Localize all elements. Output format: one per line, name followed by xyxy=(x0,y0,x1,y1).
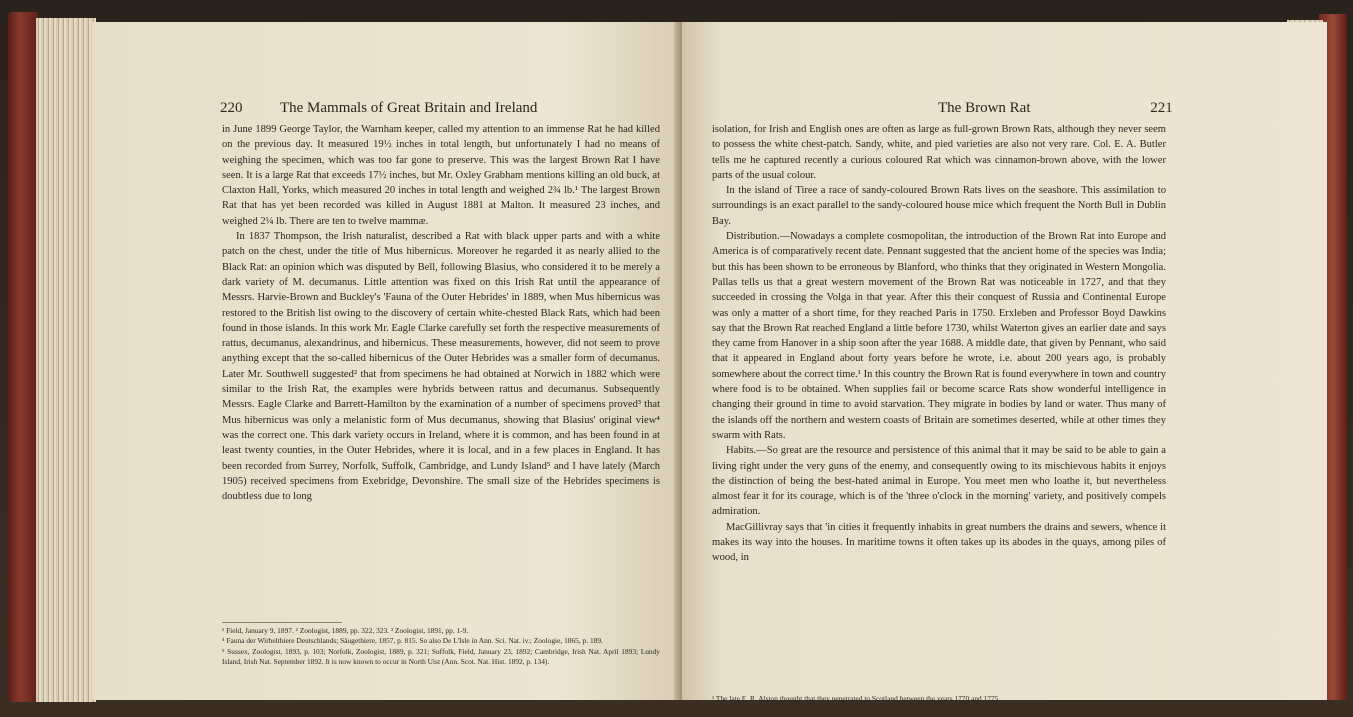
left-page-header xyxy=(220,100,537,117)
footnote: ¹ The late E. R. Alston thought that they penetrated to Scotland between the years 1770 and 1775. xyxy=(712,694,1001,703)
right-body-text xyxy=(712,122,1166,566)
right-page xyxy=(682,22,1327,703)
page-number: 220 xyxy=(220,100,243,116)
right-footnotes xyxy=(712,694,1166,704)
right-page-header xyxy=(938,100,1173,117)
left-footnotes xyxy=(222,622,660,668)
left-page xyxy=(92,22,680,700)
running-head: The Mammals of Great Britain and Ireland xyxy=(279,100,538,116)
paragraph: In the island of Tiree a race of sandy-coloured Brown Rats lives on the seashore. This assimilation to surroundings is an exact parallel to the sandy-coloured house mice which frequent the North Bull in Dublin Bay. xyxy=(712,185,1166,227)
paragraph: Distribution.—Nowadays a complete cosmopolitan, the introduction of the Brown Rat into Europe and America is of comparatively recent date. Pennant suggested that the ancient home of the species was India; but this has been shown to be erroneous by Blanford, who thinks that they originated in Western Mongolia. Pallas tells us that a great western movement of the Brown Rat was noticeable in 1727, and that they succeeded in crossing the Volga in that year. After this their conquest of Russia and Continental Europe was only a matter of a short time, for they reached Paris in 1750. Erxleben and Professor Boyd Dawkins say that the Brown Rat reached England a little before 1730, whilst Waterton gives an earlier date and says they came from Hanover in a ship soon after the year 1688. A middle date, that given by Pennant, who said that it appeared in England about forty years before he wrote, i.e. about 200 years ago, is probably somewhere about the correct time.¹ In this country the Brown Rat is found everywhere in town and country where food is to be obtained. When supplies fail or become scarce Rats show wonderful intelligence in changing their ground in time to avoid starvation. They migrate in bodies by land or water. Thus many of the islands off the northern and western coasts of Britain are sometimes deserted, while at other times they swarm with Rats. xyxy=(712,231,1166,441)
paragraph: MacGillivray says that 'in cities it frequently inhabits in great numbers the drains and sewers, whence it makes its way into the houses. In maritime towns it often takes up its abodes in the quays, among piles of wood, in xyxy=(712,521,1166,564)
footnote: ⁴ Fauna der Wirbelthiere Deutschlands; Säugethiere, 1857, p. 815. So also De L'Isle in Ann. Sci. Nat. iv.; Zoologie, 1865, p. 189. xyxy=(222,636,603,646)
paragraph: in June 1899 George Taylor, the Warnham keeper, called my attention to an immense Rat he had killed on the previous day. It measured 19½ inches in total length, but unfortunately I had no means of weighing the specimen, which was too far gone to preserve. This was the largest Brown Rat I have seen. It is a large Rat that exceeds 17½ inches, but Mr. Oxley Grabham mentions killing an old buck, at Claxton Hall, Yorks, which measured 20 inches in total length and weighed 2¾ lb.¹ The largest Brown Rat that has yet been recorded was killed in August 1881 at Malton. It measured 23 inches, and weighed 2¼ lb. There are ten to twelve mammæ. xyxy=(222,124,660,227)
paragraph: Habits.—So great are the resource and persistence of this animal that it may be said to be able to gain a living right under the very guns of the enemy, and consequently owing to its mischievous habits it enjoys the distinction of being the best-hated animal in Europe. You meet men who loathe it, but nevertheless almost fear it for its courage, which is of the 'three o'clock in the morning' variety, and positively compels admiration. xyxy=(712,445,1166,518)
footnote-rule xyxy=(222,622,342,623)
footnote: ¹ Field, January 9, 1897. ² Zoologist, 1889, pp. 322, 323. ³ Zoologist, 1891, pp. 1-9. xyxy=(222,626,469,635)
left-body-text xyxy=(222,122,660,504)
page-number: 221 xyxy=(1150,100,1173,116)
footnote: ⁵ Sussex, Zoologist, 1893, p. 103; Norfolk, Zoologist, 1889, p. 321; Suffolk, Field, January 23, 1892; Cambridge, Irish Nat. April 1893; Lundy Island, Irish Nat. September 1892. It is now known to occur in North Uist (Ann. Scot. Nat. Hist. 1892, p. 134). xyxy=(222,646,660,667)
paragraph: In 1837 Thompson, the Irish naturalist, described a Rat with black upper parts and with a white patch on the chest, under the title of Mus hibernicus. Moreover he regarded it as nearly allied to the Black Rat: an opinion which was disputed by Bell, following Blasius, who considered it to be merely a dark variety of M. decumanus. Little attention was fixed on this Irish Rat until the appearance of Messrs. Harvie-Brown and Buckley's 'Fauna of the Outer Hebrides' in 1889, when Mus hibernicus was restored to the British list owing to the discovery of certain white-chested Black Rats, which had been found in those islands. In this work Mr. Eagle Clarke carefully set forth the respective measurements of rattus, decumanus, alexandrinus, and hibernicus. These measurements, however, did not seem to prove anything except that the so-called hibernicus of the Outer Hebrides was a smaller form of decumanus. Later Mr. Southwell suggested² that from specimens he had obtained at Norwich in 1882 which were similar to the Irish Rat, the examples were hybrids between rattus and decumanus. Subsequently Messrs. Eagle Clarke and Barrett-Hamilton by the examination of a number of specimens proved³ that Mus hibernicus was only a melanistic form of Mus decumanus, showing that Blasius' original view⁴ was the correct one. This dark variety occurs in Ireland, where it is common, and has been found in at least twenty counties, in the Outer Hebrides, where it is local, and in a few places in England. It has been recorded from Surrey, Norfolk, Suffolk, Cambridge, and Lundy Island⁵ and I have lately (March 1905) received specimens from Exebridge, Devonshire. The small size of the Hebrides specimens is doubtless due to long xyxy=(222,231,660,503)
book-cover-left xyxy=(8,12,38,702)
running-head: The Brown Rat xyxy=(938,100,1031,116)
paragraph: isolation, for Irish and English ones are often as large as full-grown Brown Rats, although they never seem to possess the white chest-patch. Sandy, white, and pied varieties are also not very rare. Col. E. A. Butler tells me he captured recently a curious coloured Rat which was cinnamon-brown above, with the lower parts of the usual colour. xyxy=(712,124,1166,181)
page-edges-left xyxy=(36,18,96,702)
